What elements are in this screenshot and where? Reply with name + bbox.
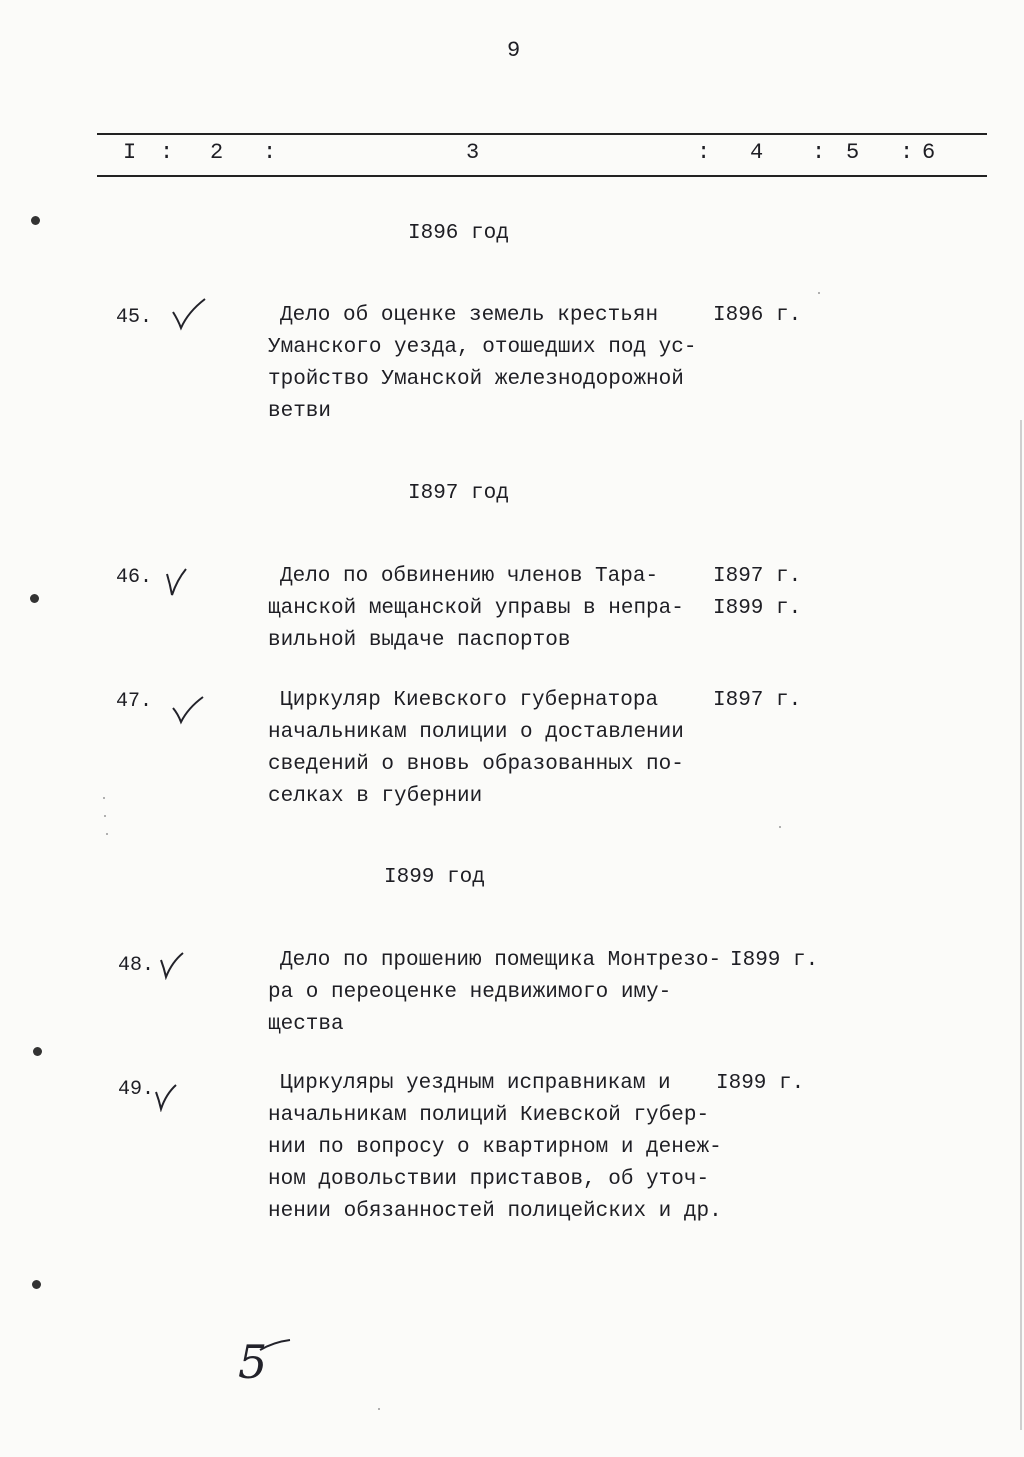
binding-hole-icon	[32, 1280, 41, 1289]
column-separator: :	[812, 140, 826, 165]
entry-text-line: Циркуляры уездным исправникам и	[280, 1072, 671, 1095]
column-separator: :	[900, 140, 914, 165]
entry-text-line: ветви	[268, 400, 332, 423]
page-number: 9	[507, 38, 521, 63]
entry-text-line: ном довольствии приставов, об уточ-	[268, 1168, 710, 1191]
entry-text-line: щества	[268, 1013, 344, 1036]
column-6-label: 6	[922, 140, 936, 165]
entry-text-line: сведений о вновь образованных по-	[268, 753, 684, 776]
column-separator: :	[160, 140, 174, 165]
scan-speck	[818, 292, 820, 294]
entry-number: 49.	[118, 1078, 155, 1101]
column-3-label: 3	[466, 140, 480, 165]
column-1-label: I	[123, 140, 137, 165]
entry-date: I897 г.	[713, 565, 802, 588]
entry-number: 45.	[116, 306, 153, 329]
entry-text-line: начальникам полиции о доставлении	[268, 721, 684, 744]
entry-text-line: Дело по обвинению членов Тара-	[280, 565, 659, 588]
check-mark-icon	[158, 950, 186, 980]
column-5-label: 5	[846, 140, 860, 165]
year-heading: I896 год	[408, 222, 509, 245]
entry-date: I899 г.	[730, 949, 819, 972]
entry-text-line: Дело об оценке земель крестьян	[280, 304, 659, 327]
handwritten-sheet-count: 5	[238, 1335, 268, 1389]
scan-speck	[106, 833, 108, 835]
scan-speck	[378, 1408, 380, 1410]
header-top-rule	[97, 133, 987, 135]
entry-date: I899 г.	[713, 597, 802, 620]
entry-text-line: нии по вопросу о квартирном и денеж-	[268, 1136, 722, 1159]
check-mark-icon	[164, 566, 190, 598]
binding-hole-icon	[33, 1047, 42, 1056]
entry-text-line: Уманского уезда, отошедших под ус-	[268, 336, 697, 359]
year-heading: I899 год	[384, 866, 485, 889]
entry-text-line: щанской мещанской управы в непра-	[268, 597, 684, 620]
entry-date: I899 г.	[716, 1072, 805, 1095]
entry-text-line: Дело по прошению помещика Монтрезо-	[280, 949, 722, 972]
year-heading: I897 год	[408, 482, 509, 505]
entry-text-line: нении обязанностей полицейских и др.	[268, 1200, 722, 1223]
scan-speck	[104, 815, 106, 817]
entry-text-line: ра о переоценке недвижимого иму-	[268, 981, 672, 1004]
header-bottom-rule	[97, 175, 987, 177]
column-separator: :	[263, 140, 277, 165]
check-mark-icon	[153, 1082, 179, 1112]
entry-text-line: вильной выдаче паспортов	[268, 629, 571, 652]
entry-text-line: Циркуляр Киевского губернатора	[280, 689, 659, 712]
entry-text-line: начальникам полиций Киевской губер-	[268, 1104, 710, 1127]
entry-number: 47.	[116, 690, 153, 713]
entry-text-line: тройство Уманской железнодорожной	[268, 368, 684, 391]
binding-hole-icon	[31, 216, 40, 225]
column-4-label: 4	[750, 140, 764, 165]
entry-date: I896 г.	[713, 304, 802, 327]
entry-number: 46.	[116, 566, 153, 589]
column-separator: :	[697, 140, 711, 165]
scan-speck	[103, 797, 105, 799]
check-mark-icon	[170, 296, 208, 332]
column-2-label: 2	[210, 140, 224, 165]
pen-stroke-icon	[258, 1338, 292, 1354]
check-mark-icon	[170, 694, 206, 726]
entry-number: 48.	[118, 954, 155, 977]
scan-edge-shadow	[1020, 420, 1022, 1430]
entry-date: I897 г.	[713, 689, 802, 712]
entry-text-line: селках в губернии	[268, 785, 483, 808]
scan-speck	[779, 826, 781, 828]
binding-hole-icon	[30, 594, 39, 603]
